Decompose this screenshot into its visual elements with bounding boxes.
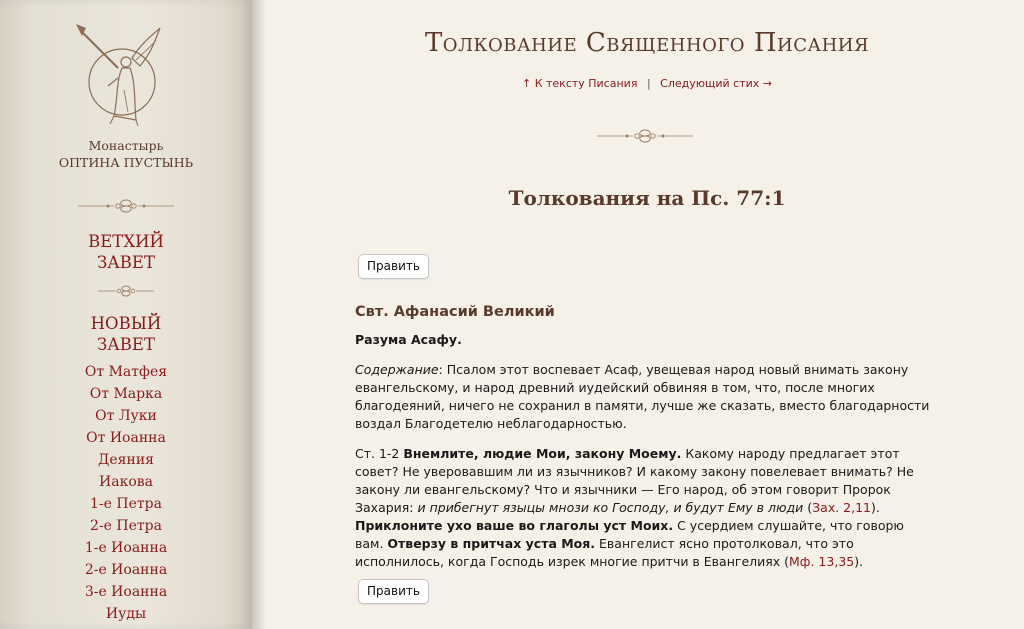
- summary-text: : Псалом этот воспевает Асаф, увещевая народ новый внимать закону евангельскому, и народ древний иудейский обвиняя в том, что, после многих благодеяний, ничего не сохранил в памяти, лучше же сказать, вместо благодарности воздал Благодетелю неблагодарностью.: [355, 362, 930, 431]
- monastery-name[interactable]: [0, 137, 252, 171]
- angel-trumpet-logo-icon[interactable]: [74, 20, 164, 130]
- commentary-author: Свт. Афанасий Великий: [355, 304, 555, 320]
- book-link-mark[interactable]: От Марка: [89, 386, 163, 402]
- monastery-line1: Монастырь: [88, 138, 164, 153]
- verse-text-6: ).: [854, 554, 864, 569]
- book-link-matthew[interactable]: От Матфея: [84, 364, 168, 380]
- book-link-john[interactable]: От Иоанна: [86, 430, 166, 446]
- edit-button-bottom[interactable]: Править: [358, 579, 429, 604]
- ref-link-matt[interactable]: Мф. 13,35: [789, 554, 855, 569]
- sidebar: [0, 0, 252, 629]
- verse-text-2: (: [803, 500, 813, 515]
- next-verse-link[interactable]: Следующий стих →: [660, 77, 773, 90]
- book-list: [0, 361, 252, 625]
- book-link-jude[interactable]: Иуды: [105, 606, 147, 622]
- monastery-line2: ОПТИНА ПУСТЫНЬ: [58, 155, 194, 170]
- main-content: [270, 0, 1024, 629]
- old-testament-link[interactable]: [0, 231, 252, 273]
- verse-text-4: С усердием слушайте, что говорю вам.: [355, 518, 904, 551]
- verse-quote-2: Приклоните ухо ваше во глаголы уст Моих.: [355, 518, 674, 533]
- edit-button-top[interactable]: Править: [358, 254, 429, 279]
- verse-ref: Ст. 1-2: [355, 446, 404, 461]
- to-scripture-text-link[interactable]: ↑ К тексту Писания: [521, 77, 638, 90]
- book-link-acts[interactable]: Деяния: [98, 452, 154, 468]
- commentary-verse-1-2: [355, 445, 935, 571]
- nav-separator: |: [646, 77, 651, 90]
- book-link-3-john[interactable]: 3-е Иоанна: [84, 584, 168, 600]
- small-ornament-icon: [96, 284, 156, 298]
- header-ornament-icon: [595, 128, 695, 144]
- book-link-1-john[interactable]: 1-е Иоанна: [84, 540, 168, 556]
- book-link-2-john[interactable]: 2-е Иоанна: [84, 562, 168, 578]
- book-link-james[interactable]: Иакова: [99, 474, 153, 490]
- new-testament-line2: ЗАВЕТ: [97, 335, 155, 354]
- verse-text-5: Евангелист ясно протолковал, что это исполнилось, когда Господь изрек многие притчи в Евангелиях (: [355, 536, 854, 569]
- book-link-luke[interactable]: От Луки: [95, 408, 157, 424]
- commentary-body: [355, 302, 935, 583]
- summary-label: Содержание: [355, 362, 439, 377]
- verse-quote-3: Отверзу в притчах уста Моя.: [387, 536, 596, 551]
- new-testament-line1: НОВЫЙ: [90, 314, 162, 333]
- verse-text-1: Какому народу предлагает этот совет? Не уверовавшим ли из язычников? И какому закону повелевает внимать? Не закону ли евангельскому? Что и язычники — Его народ, об этом говорит Пророк Захария:: [355, 446, 914, 515]
- verse-navigation: [270, 77, 1024, 90]
- verse-quote-1: Внемлите, людие Мои, закону Моему.: [403, 446, 682, 461]
- page-heading: Толкования на Пс. 77:1: [508, 186, 786, 210]
- old-testament-line1: ВЕТХИЙ: [88, 232, 164, 251]
- ornament-divider-icon: [76, 198, 176, 214]
- old-testament-line2: ЗАВЕТ: [97, 253, 155, 272]
- zechariah-quote: и прибегнут языцы мнози ко Господу, и будут Ему в люди: [417, 500, 804, 515]
- ref-link-zech[interactable]: Зах. 2,11: [812, 500, 871, 515]
- site-title[interactable]: Толкование Священного Писания: [424, 28, 870, 58]
- commentary-summary: [355, 361, 935, 433]
- commentary-intro: [355, 331, 935, 349]
- book-link-2-peter[interactable]: 2-е Петра: [90, 518, 162, 534]
- verse-text-3: ).: [871, 500, 880, 515]
- new-testament-link[interactable]: [0, 313, 252, 355]
- intro-bold: Разума Асафу.: [355, 332, 462, 347]
- book-link-1-peter[interactable]: 1-е Петра: [90, 496, 162, 512]
